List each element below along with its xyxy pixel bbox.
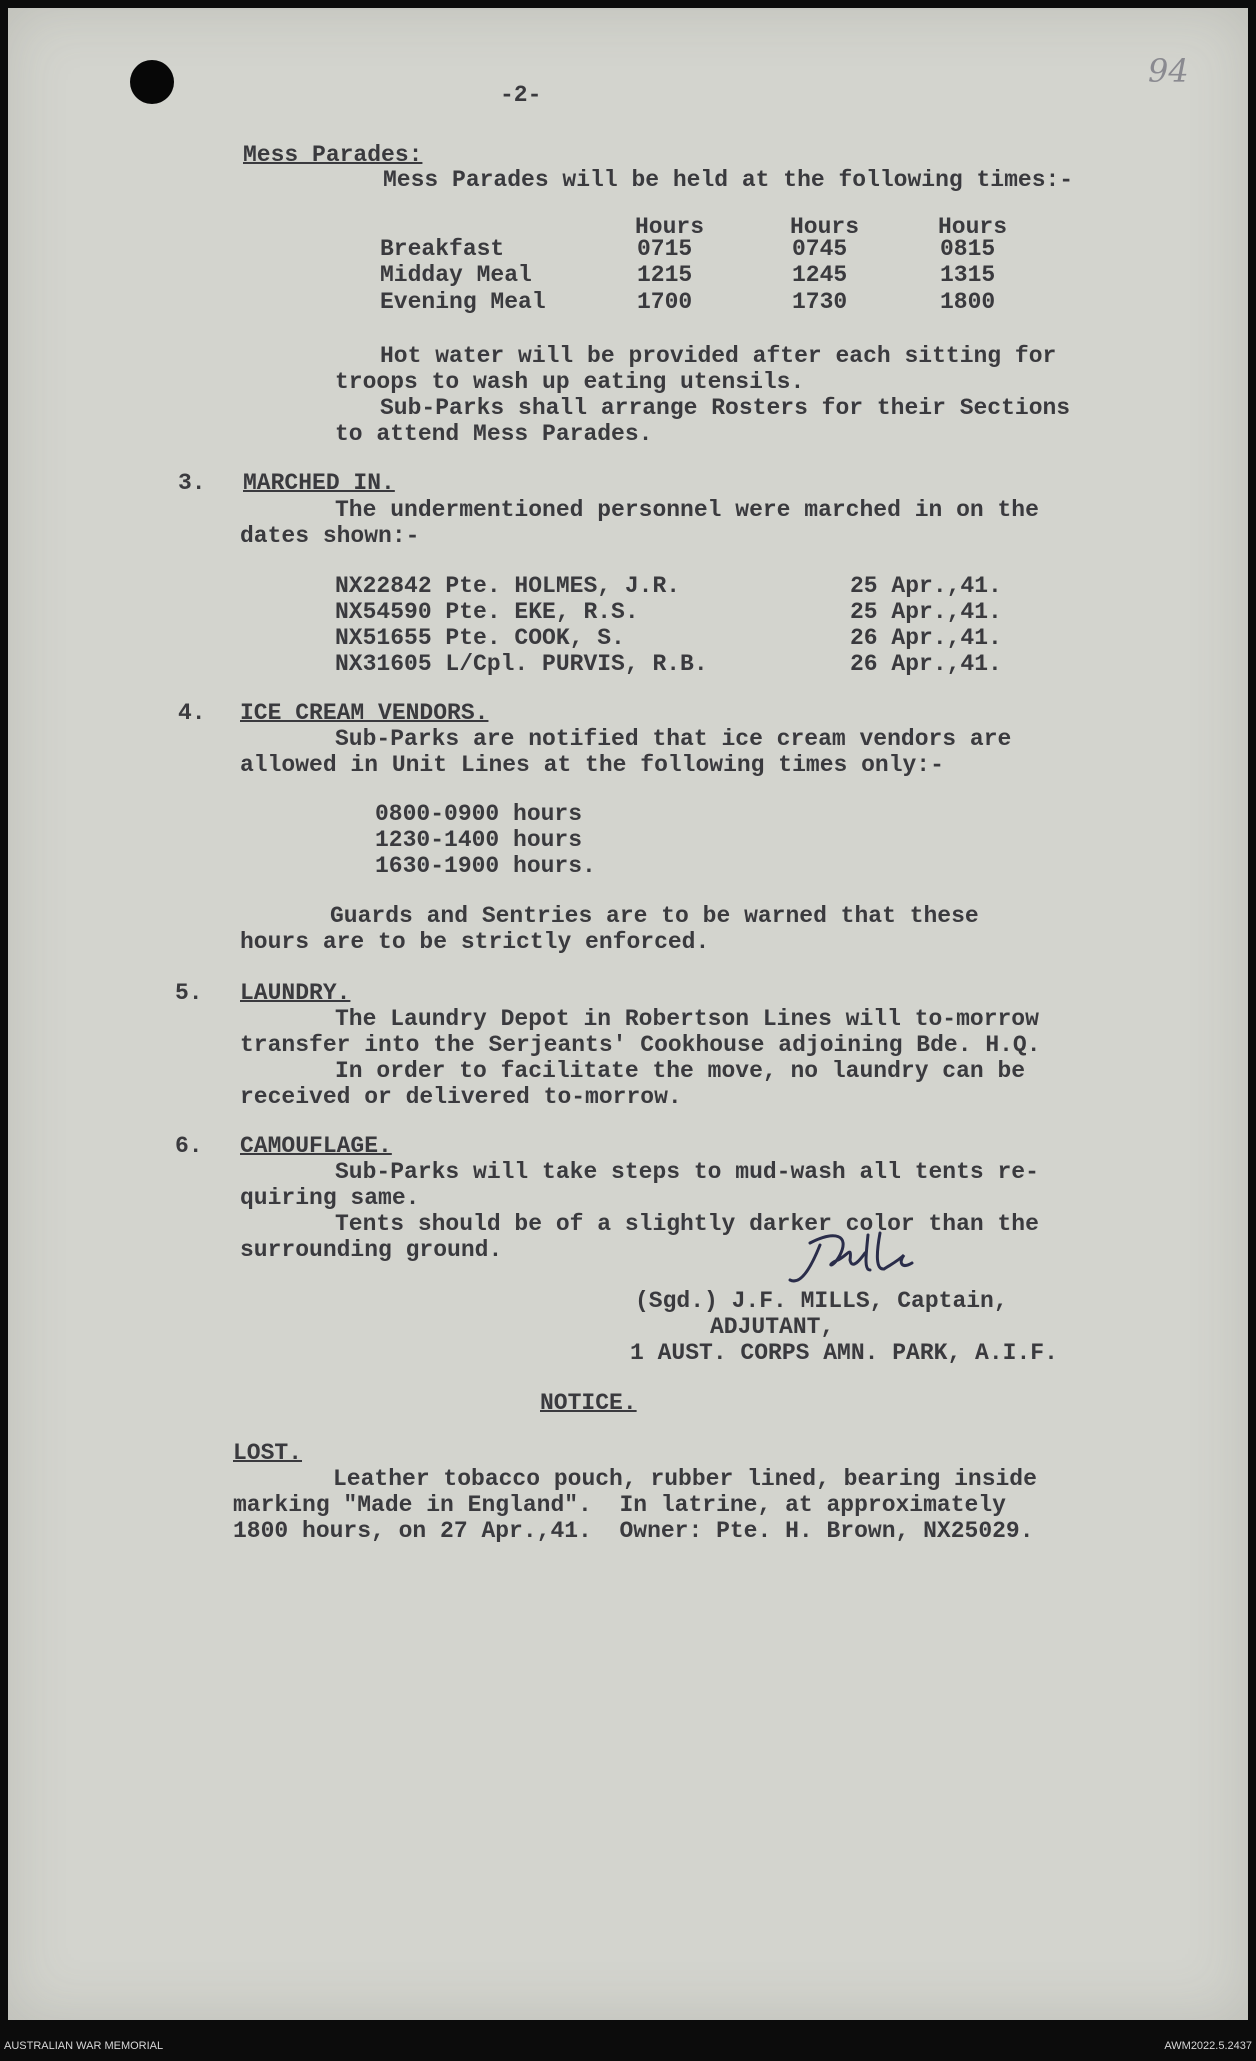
meal-time: 1215 [637,262,693,288]
camouflage-line: surrounding ground. [240,1237,503,1263]
table-header-1: Hours [635,214,705,240]
meal-time: 1800 [940,289,996,315]
signature-line: 1 AUST. CORPS AMN. PARK, A.I.F. [630,1340,1058,1366]
section-number: 6. [175,1133,203,1159]
laundry-line: transfer into the Serjeants' Cookhouse adjoining Bde. H.Q. [240,1032,1041,1058]
table-header-2: Hours [790,214,860,240]
laundry-line: In order to facilitate the move, no laundry can be [335,1058,1026,1084]
personnel-date: 25 Apr.,41. [850,573,1002,599]
icecream-heading: ICE CREAM VENDORS. [240,700,489,726]
icecream-line: hours are to be strictly enforced. [240,929,710,955]
notice-line: 1800 hours, on 27 Apr.,41. Owner: Pte. H. Brown, NX25029. [233,1518,1034,1544]
meal-time: 1730 [792,289,848,315]
mess-para-line: troops to wash up eating utensils. [335,369,805,395]
meal-time: 1315 [940,262,996,288]
notice-line: Leather tobacco pouch, rubber lined, bearing inside [333,1466,1037,1492]
meal-name: Breakfast [380,236,505,262]
personnel-name: NX31605 L/Cpl. PURVIS, R.B. [335,651,708,677]
laundry-line: received or delivered to-morrow. [240,1084,682,1110]
notice-line: marking "Made in England". In latrine, at approximately [233,1492,1006,1518]
notice-heading: NOTICE. [540,1390,637,1416]
handwritten-signature [780,1225,940,1295]
footer-reference: AWM2022.5.2437 [1164,2040,1252,2052]
meal-time: 1700 [637,289,693,315]
personnel-name: NX51655 Pte. COOK, S. [335,625,625,651]
meal-name: Evening Meal [380,289,546,315]
punch-hole [130,60,174,104]
mess-para-line: Hot water will be provided after each sitting for [380,343,1057,369]
camouflage-line: Sub-Parks will take steps to mud-wash all tents re- [335,1159,1039,1185]
personnel-name: NX54590 Pte. EKE, R.S. [335,599,639,625]
signature-line: ADJUTANT, [710,1314,835,1340]
marched-line: The undermentioned personnel were marched in on the [335,497,1039,523]
icecream-line: allowed in Unit Lines at the following times only:- [240,752,944,778]
mess-intro: Mess Parades will be held at the following times:- [383,167,1074,193]
section-number: 3. [178,470,206,496]
meal-time: 0815 [940,236,996,262]
personnel-date: 26 Apr.,41. [850,651,1002,677]
mess-para-line: to attend Mess Parades. [335,421,653,447]
mess-heading: Mess Parades: [243,142,423,168]
personnel-name: NX22842 Pte. HOLMES, J.R. [335,573,681,599]
meal-time: 0745 [792,236,848,262]
mess-para-line: Sub-Parks shall arrange Rosters for their Sections [380,395,1071,421]
section-number: 5. [175,980,203,1006]
laundry-heading: LAUNDRY. [240,980,351,1006]
page-number: -2- [500,82,542,108]
camouflage-line: quiring same. [240,1185,420,1211]
marched-heading: MARCHED IN. [243,470,395,496]
icecream-line: Sub-Parks are notified that ice cream vendors are [335,726,1012,752]
camouflage-line: Tents should be of a slightly darker color than the [335,1211,1039,1237]
marched-line: dates shown:- [240,523,420,549]
meal-time: 0715 [637,236,693,262]
personnel-date: 25 Apr.,41. [850,599,1002,625]
section-number: 4. [178,700,206,726]
vendor-time: 1230-1400 hours [375,827,583,853]
table-header-3: Hours [938,214,1008,240]
folio-number: 94 [1148,52,1189,90]
camouflage-heading: CAMOUFLAGE. [240,1133,392,1159]
vendor-time: 0800-0900 hours [375,801,583,827]
meal-name: Midday Meal [380,262,532,288]
footer-source: AUSTRALIAN WAR MEMORIAL [4,2040,164,2052]
meal-time: 1245 [792,262,848,288]
lost-heading: LOST. [233,1440,303,1466]
signature-line: (Sgd.) J.F. MILLS, Captain, [635,1288,1008,1314]
personnel-date: 26 Apr.,41. [850,625,1002,651]
laundry-line: The Laundry Depot in Robertson Lines will to-morrow [335,1006,1039,1032]
vendor-time: 1630-1900 hours. [375,853,596,879]
icecream-line: Guards and Sentries are to be warned that these [330,903,979,929]
